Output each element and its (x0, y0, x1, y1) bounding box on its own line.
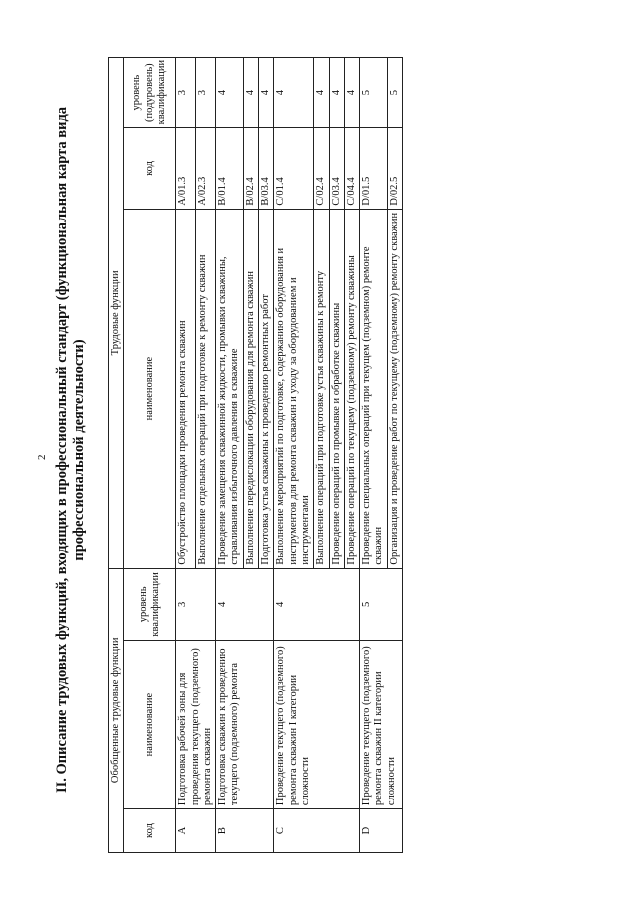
group-name: Проведение текущего (подземного) ремонта скважин I категории сложности (274, 641, 360, 809)
function-level: 4 (329, 58, 344, 128)
header-level: уровень квалификации (124, 568, 176, 640)
functional-map-table (108, 57, 403, 853)
function-name: Проведение специальных операций при текущем (подземном) ремонте скважин (360, 209, 388, 568)
function-code: C/03.4 (329, 128, 344, 209)
function-level: 5 (387, 58, 402, 128)
function-name: Выполнение отдельных операций при подготовке к ремонту скважин (196, 209, 216, 568)
group-level: 3 (176, 568, 216, 640)
function-name: Выполнение мероприятий по подготовке, содержанию оборудования и инструментов для ремонта скважин и уходу за оборудованием и инструментами (274, 209, 314, 568)
function-name: Подготовка устья скважины к проведению ремонтных работ (259, 209, 274, 568)
group-level: 5 (360, 568, 403, 640)
function-code: A/02.3 (196, 128, 216, 209)
function-name: Выполнение операций при подготовке устья скважины к ремонту (314, 209, 329, 568)
function-name: Проведение операций по промывке и обработке скважины (329, 209, 344, 568)
group-level: 4 (274, 568, 360, 640)
function-name: Проведение операций по текущему (подземному) ремонту скважины (344, 209, 359, 568)
group-code: B (216, 809, 274, 853)
header-name: наименование (124, 641, 176, 809)
table-row (360, 58, 388, 853)
header-function-name: наименование (124, 209, 176, 568)
function-code: B/03.4 (259, 128, 274, 209)
function-name: Организация и проведение работ по текущему (подземному) ремонту скважин (387, 209, 402, 568)
function-level: 4 (344, 58, 359, 128)
header-sublevel: уровень (подуровень) квалификации (124, 58, 176, 128)
page-number: 2 (36, 454, 48, 460)
function-code: A/01.3 (176, 128, 196, 209)
group-code: A (176, 809, 216, 853)
function-code: B/02.4 (243, 128, 258, 209)
function-level: 4 (314, 58, 329, 128)
header-code: код (124, 809, 176, 853)
header-generalized-functions: Обобщенные трудовые функции (109, 568, 124, 852)
section-title: II. Описание трудовых функций, входящих в профессиональный стандарт (функциональная карта вида (54, 106, 70, 794)
function-name: Обустройство площадки проведения ремонта скважин (176, 209, 196, 568)
function-code: C/01.4 (274, 128, 314, 209)
header-labor-functions: Трудовые функции (109, 58, 124, 569)
section-title-continued: профессиональной деятельности) (71, 339, 87, 561)
group-code: D (360, 809, 403, 853)
function-level: 3 (176, 58, 196, 128)
function-level: 4 (259, 58, 274, 128)
function-level: 3 (196, 58, 216, 128)
group-level: 4 (216, 568, 274, 640)
function-code: D/02.5 (387, 128, 402, 209)
table-row (274, 58, 314, 853)
function-name: Выполнение передислокации оборудования для ремонта скважин (243, 209, 258, 568)
table-body (176, 58, 403, 853)
function-code: B/01.4 (216, 128, 244, 209)
table-row (176, 58, 196, 853)
header-function-code: код (124, 128, 176, 209)
function-code: C/04.4 (344, 128, 359, 209)
function-level: 4 (274, 58, 314, 128)
function-level: 5 (360, 58, 388, 128)
function-level: 4 (216, 58, 244, 128)
group-code: C (274, 809, 360, 853)
function-name: Проведение замещения скважинной жидкости, промывки скважины, стравливания избыточного давления в скважине (216, 209, 244, 568)
function-level: 4 (243, 58, 258, 128)
group-name: Проведение текущего (подземного) ремонта скважин II категории сложности (360, 641, 403, 809)
table-row (216, 58, 244, 853)
group-name: Подготовка скважин к проведению текущего (подземного) ремонта (216, 641, 274, 809)
function-code: C/02.4 (314, 128, 329, 209)
function-code: D/01.5 (360, 128, 388, 209)
group-name: Подготовка рабочей зоны для проведения текущего (подземного) ремонта скважин (176, 641, 216, 809)
